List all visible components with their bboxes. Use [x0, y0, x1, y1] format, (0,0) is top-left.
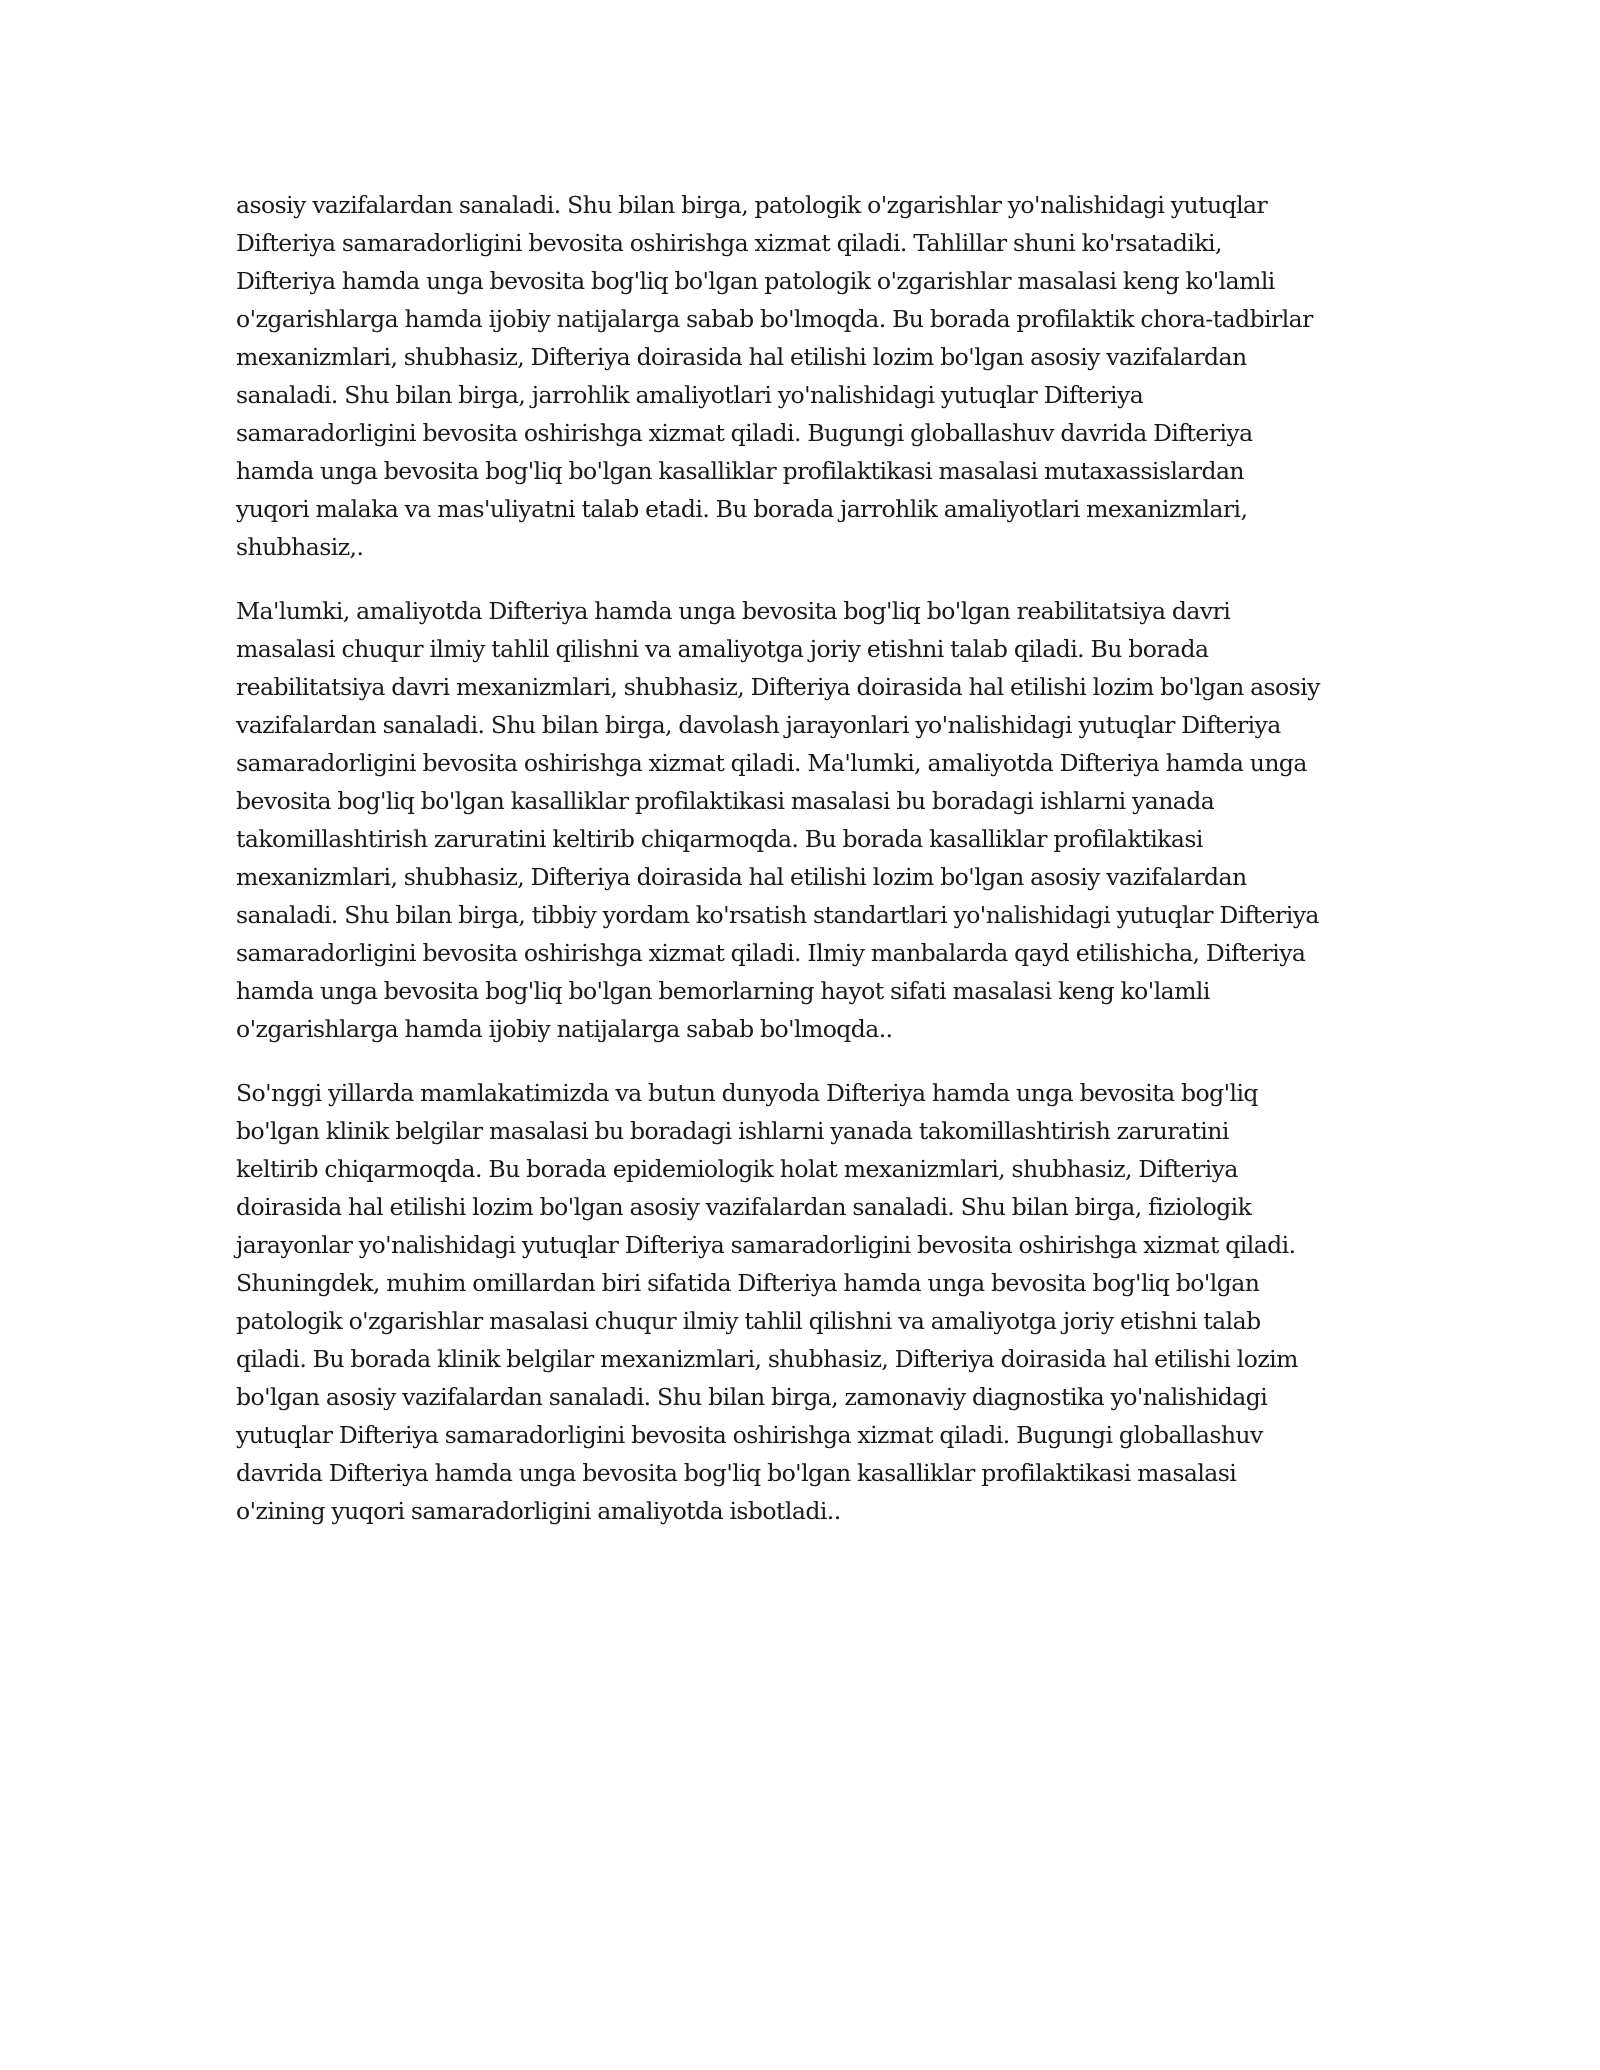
- text-line: keltirib chiqarmoqda. Bu borada epidemiologik holat mexanizmlari, shubhasiz, Difteriya: [236, 1155, 1238, 1183]
- text-line: masalasi chuqur ilmiy tahlil qilishni va amaliyotga joriy etishni talab qiladi. Bu borada: [236, 635, 1209, 663]
- document-body: [236, 186, 1376, 1530]
- text-line: So'nggi yillarda mamlakatimizda va butun dunyoda Difteriya hamda unga bevosita bog'liq: [236, 1079, 1258, 1107]
- text-line: samaradorligini bevosita oshirishga xizmat qiladi. Bugungi globallashuv davrida Difteriya: [236, 419, 1253, 447]
- text-line: bo'lgan klinik belgilar masalasi bu boradagi ishlarni yanada takomillashtirish zaruratini: [236, 1117, 1229, 1145]
- text-line: asosiy vazifalardan sanaladi. Shu bilan birga, patologik o'zgarishlar yo'nalishidagi yutuqlar: [236, 191, 1268, 219]
- text-line: samaradorligini bevosita oshirishga xizmat qiladi. Ma'lumki, amaliyotda Difteriya hamda unga: [236, 749, 1307, 777]
- text-line: bevosita bog'liq bo'lgan kasalliklar profilaktikasi masalasi bu boradagi ishlarni yanada: [236, 787, 1215, 815]
- text-line: Difteriya samaradorligini bevosita oshirishga xizmat qiladi. Tahlillar shuni ko'rsatadiki,: [236, 229, 1222, 257]
- text-line: o'zining yuqori samaradorligini amaliyotda isbotladi..: [236, 1497, 841, 1525]
- text-line: o'zgarishlarga hamda ijobiy natijalarga sabab bo'lmoqda. Bu borada profilaktik chora-tadbirlar: [236, 305, 1313, 333]
- text-line: shubhasiz,.: [236, 533, 364, 561]
- paragraph-1: [236, 186, 1376, 566]
- text-line: davrida Difteriya hamda unga bevosita bog'liq bo'lgan kasalliklar profilaktikasi masalasi: [236, 1459, 1237, 1487]
- text-line: Difteriya hamda unga bevosita bog'liq bo'lgan patologik o'zgarishlar masalasi keng ko'lamli: [236, 267, 1275, 295]
- text-line: hamda unga bevosita bog'liq bo'lgan kasalliklar profilaktikasi masalasi mutaxassislardan: [236, 457, 1245, 485]
- text-line: yuqori malaka va mas'uliyatni talab etadi. Bu borada jarrohlik amaliyotlari mexanizmlari,: [236, 495, 1248, 523]
- paragraph-3: [236, 1074, 1376, 1530]
- text-line: hamda unga bevosita bog'liq bo'lgan bemorlarning hayot sifati masalasi keng ko'lamli: [236, 977, 1210, 1005]
- paragraph-2: [236, 592, 1376, 1048]
- text-line: vazifalardan sanaladi. Shu bilan birga, davolash jarayonlari yo'nalishidagi yutuqlar Difteriya: [236, 711, 1281, 739]
- text-line: patologik o'zgarishlar masalasi chuqur ilmiy tahlil qilishni va amaliyotga joriy etishni talab: [236, 1307, 1261, 1335]
- text-line: takomillashtirish zaruratini keltirib chiqarmoqda. Bu borada kasalliklar profilaktikasi: [236, 825, 1203, 853]
- text-line: sanaladi. Shu bilan birga, jarrohlik amaliyotlari yo'nalishidagi yutuqlar Difteriya: [236, 381, 1144, 409]
- text-line: mexanizmlari, shubhasiz, Difteriya doirasida hal etilishi lozim bo'lgan asosiy vazifalardan: [236, 863, 1247, 891]
- text-line: reabilitatsiya davri mexanizmlari, shubhasiz, Difteriya doirasida hal etilishi lozim bo'lgan asosiy: [236, 673, 1320, 701]
- text-line: yutuqlar Difteriya samaradorligini bevosita oshirishga xizmat qiladi. Bugungi globallashuv: [236, 1421, 1263, 1449]
- text-line: samaradorligini bevosita oshirishga xizmat qiladi. Ilmiy manbalarda qayd etilishicha, Difteriya: [236, 939, 1306, 967]
- text-line: bo'lgan asosiy vazifalardan sanaladi. Shu bilan birga, zamonaviy diagnostika yo'nalishidagi: [236, 1383, 1268, 1411]
- text-line: Shuningdek, muhim omillardan biri sifatida Difteriya hamda unga bevosita bog'liq bo'lgan: [236, 1269, 1260, 1297]
- text-line: sanaladi. Shu bilan birga, tibbiy yordam ko'rsatish standartlari yo'nalishidagi yutuqlar Difteriya: [236, 901, 1319, 929]
- text-line: Ma'lumki, amaliyotda Difteriya hamda unga bevosita bog'liq bo'lgan reabilitatsiya davri: [236, 597, 1231, 625]
- text-line: jarayonlar yo'nalishidagi yutuqlar Difteriya samaradorligini bevosita oshirishga xizmat qiladi.: [236, 1231, 1296, 1259]
- text-line: doirasida hal etilishi lozim bo'lgan asosiy vazifalardan sanaladi. Shu bilan birga, fiziologik: [236, 1193, 1252, 1221]
- text-line: mexanizmlari, shubhasiz, Difteriya doirasida hal etilishi lozim bo'lgan asosiy vazifalardan: [236, 343, 1247, 371]
- text-line: qiladi. Bu borada klinik belgilar mexanizmlari, shubhasiz, Difteriya doirasida hal etilishi lozim: [236, 1345, 1298, 1373]
- text-line: o'zgarishlarga hamda ijobiy natijalarga sabab bo'lmoqda..: [236, 1015, 893, 1043]
